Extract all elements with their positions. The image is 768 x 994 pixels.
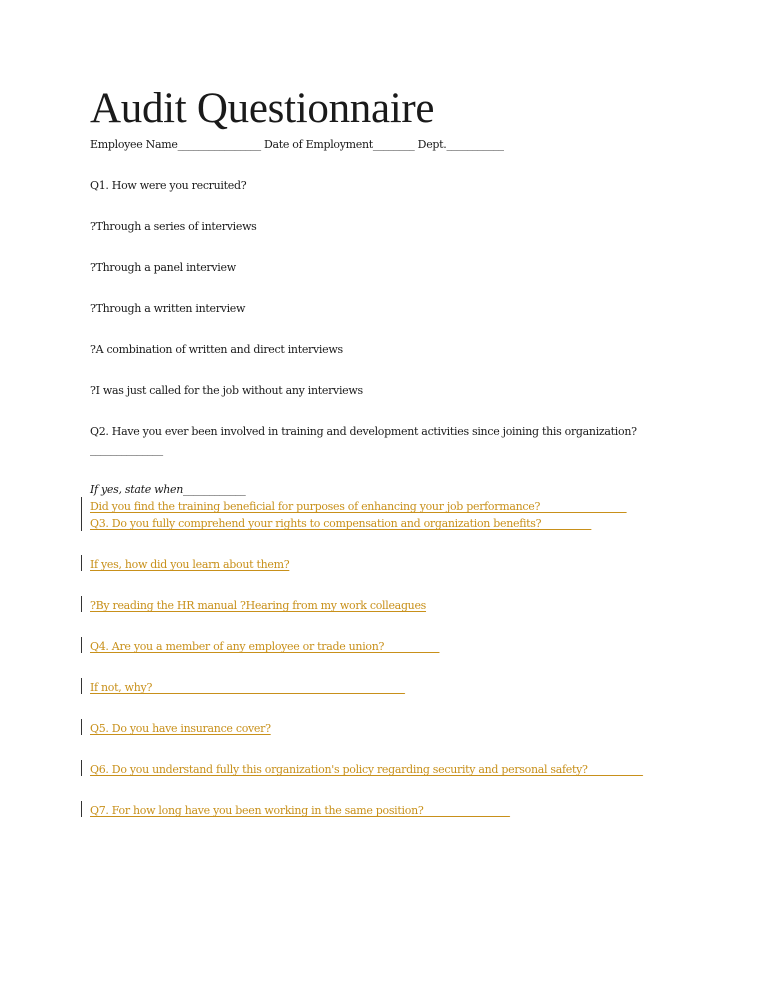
change-bar: [81, 760, 82, 776]
q2-question: Q2. Have you ever been involved in training and development activities since joining this organization?: [90, 425, 637, 438]
q1-option-4: ?A combination of written and direct interviews: [90, 343, 343, 356]
page-title: Audit Questionnaire: [90, 85, 435, 132]
q2-answer-line: ______________: [90, 443, 163, 456]
q4-if-not: If not, why? ________________________________________________: [90, 681, 405, 694]
q6-question: Q6. Do you understand fully this organization's policy regarding security and personal safety? __________: [90, 763, 643, 776]
q3-question: Q3. Do you fully comprehend your rights to compensation and organization benefits? _________: [90, 517, 592, 530]
header-fields: Employee Name________________ Date of Employment________ Dept.___________: [90, 138, 504, 151]
q1-option-5: ?I was just called for the job without any interviews: [90, 384, 363, 397]
change-bar: [81, 637, 82, 653]
change-bar: [81, 497, 82, 531]
change-bar: [81, 596, 82, 612]
change-bar: [81, 678, 82, 694]
change-bar: [81, 555, 82, 571]
change-bar: [81, 801, 82, 817]
q4-question: Q4. Are you a member of any employee or trade union? __________: [90, 640, 440, 653]
q1-option-2: ?Through a panel interview: [90, 261, 236, 274]
q7-question: Q7. For how long have you been working in the same position? ________________: [90, 804, 510, 817]
q5-question: Q5. Do you have insurance cover?: [90, 722, 271, 735]
q1-question: Q1. How were you recruited?: [90, 179, 247, 192]
q1-option-3: ?Through a written interview: [90, 302, 246, 315]
q1-option-1: ?Through a series of interviews: [90, 220, 257, 233]
q2-if-yes: If yes, state when____________: [90, 483, 246, 496]
training-beneficial-question: Did you find the training beneficial for purposes of enhancing your job performance? ________________: [90, 500, 627, 513]
change-bar: [81, 719, 82, 735]
q3-if-yes: If yes, how did you learn about them?: [90, 558, 290, 571]
q3-options: ?By reading the HR manual ?Hearing from my work colleagues: [90, 599, 427, 612]
